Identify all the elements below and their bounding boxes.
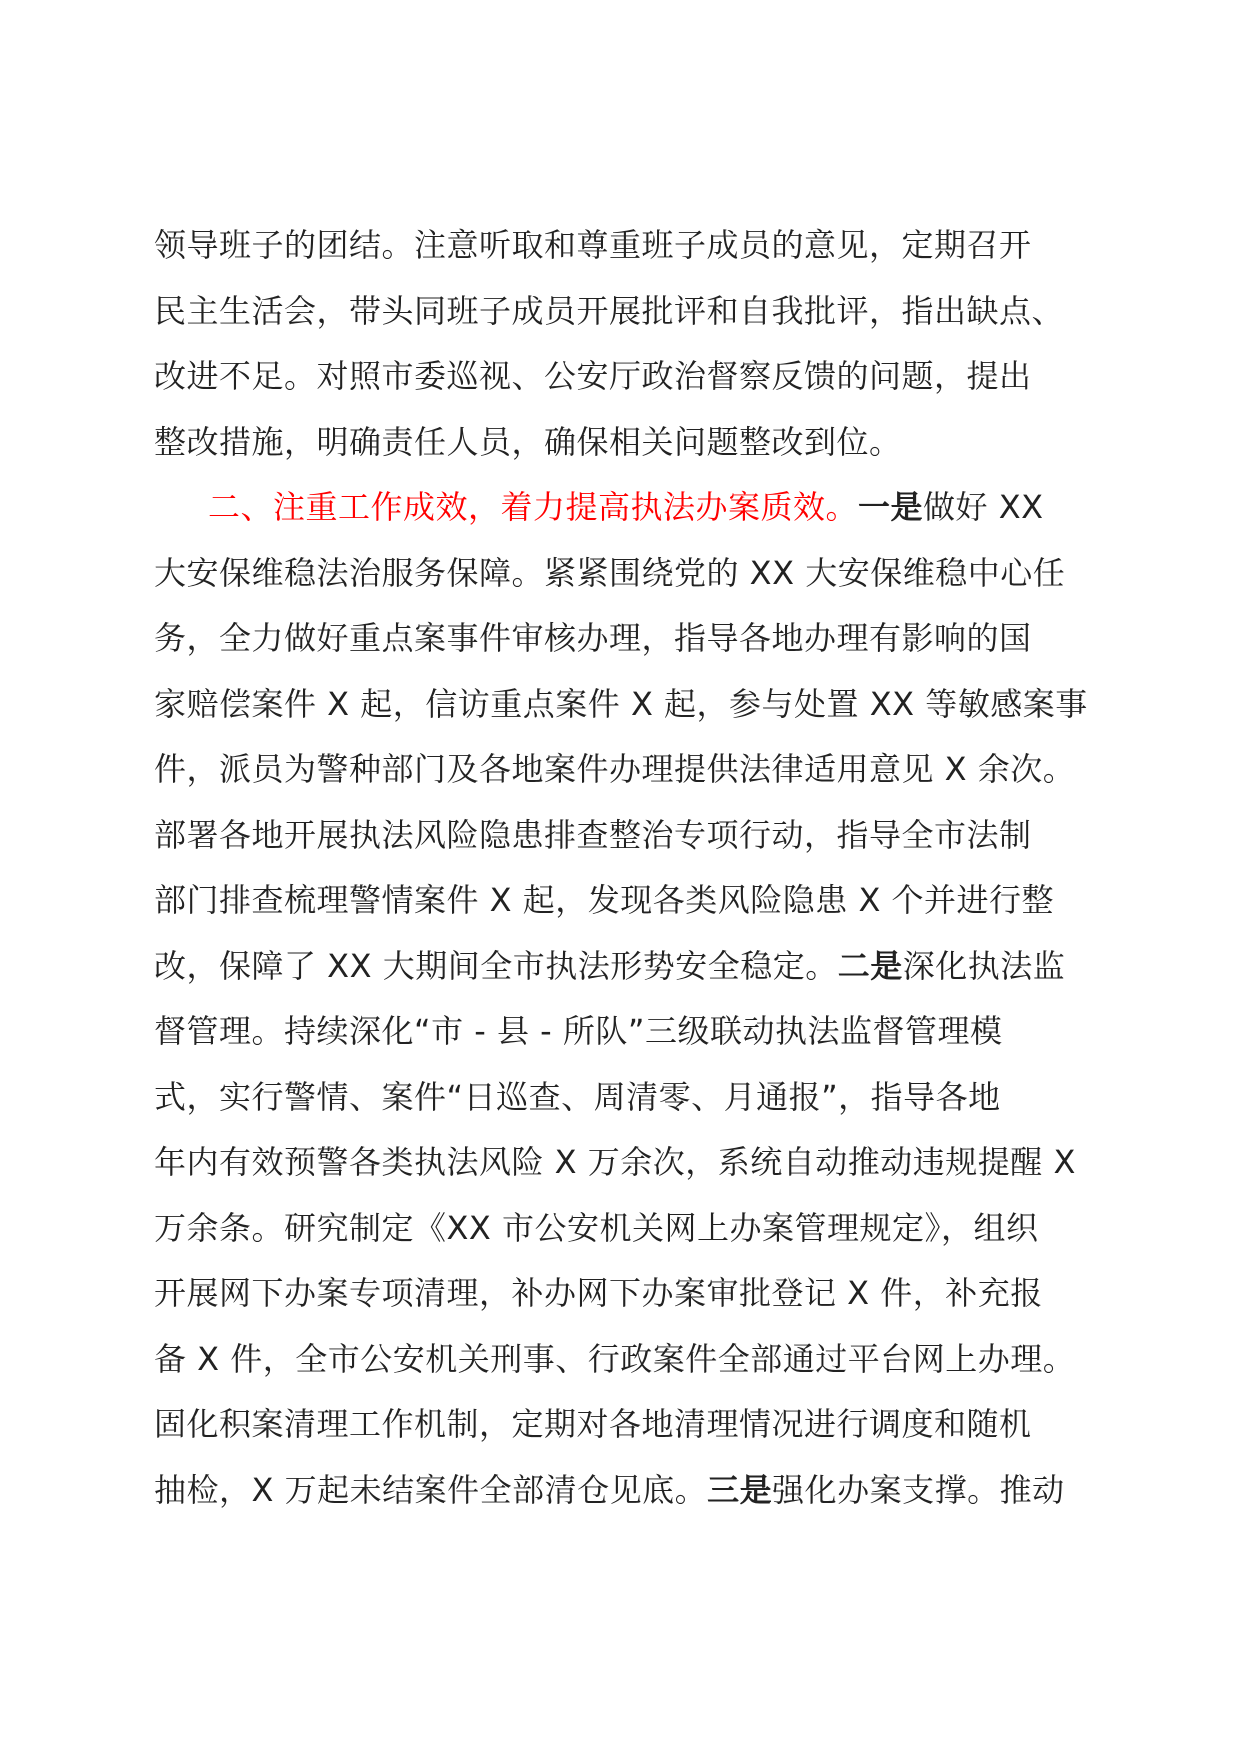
paragraph-2-line-7: 部门排查梳理警情案件 X 起，发现各类风险隐患 X 个并进行整	[154, 881, 1055, 919]
paragraph-2-line-1-tail: 做好 XX	[923, 488, 1044, 526]
paragraph-2-line-10: 式，实行警情、案件“日巡查、周清零、月通报”，指导各地	[154, 1077, 1001, 1116]
item-marker-3: 三是	[707, 1470, 773, 1509]
paragraph-2-line-13: 开展网下办案专项清理，补办网下办案审批登记 X 件，补充报	[154, 1274, 1043, 1312]
paragraph-1-line-2: 民主生活会，带头同班子成员开展批评和自我批评，指出缺点、	[154, 291, 1065, 330]
section-heading: 二、注重工作成效，着力提高执法办案质效。	[208, 488, 859, 526]
paragraph-2-line-9: 督管理。持续深化“市 - 县 - 所队”三级联动执法监督管理模	[154, 1012, 1003, 1050]
paragraph-2-line-5: 件，派员为警种部门及各地案件办理提供法律适用意见 X 余次。	[154, 750, 1076, 788]
item-marker-2: 二是	[837, 946, 903, 985]
paragraph-2-line-8-tail: 深化执法监	[902, 946, 1066, 985]
paragraph-1-line-3: 改进不足。对照市委巡视、公安厅政治督察反馈的问题，提出	[154, 357, 1032, 395]
paragraph-2-line-8	[154, 934, 1094, 1000]
paragraph-2-line-16-tail: 强化办案支撑。推动	[772, 1470, 1065, 1509]
paragraph-2-line-16	[154, 1458, 1094, 1524]
paragraph-1-line-4: 整改措施，明确责任人员，确保相关问题整改到位。	[154, 422, 902, 461]
paragraph-2-line-1	[154, 475, 1094, 541]
paragraph-2-line-8-head: 改，保障了 XX 大期间全市执法形势安全稳定。	[154, 946, 838, 985]
paragraph-2-line-15: 固化积案清理工作机制，定期对各地清理情况进行调度和随机	[154, 1405, 1032, 1443]
document-body	[154, 213, 1094, 1523]
paragraph-2-line-2: 大安保维稳法治服务保障。紧紧围绕党的 XX 大安保维稳中心任	[154, 553, 1066, 592]
item-marker-1: 一是	[858, 488, 924, 526]
paragraph-2-line-11: 年内有效预警各类执法风险 X 万余次，系统自动推动违规提醒 X	[154, 1143, 1076, 1181]
paragraph-2-line-14: 备 X 件，全市公安机关刑事、行政案件全部通过平台网上办理。	[154, 1339, 1076, 1378]
paragraph-2-line-6: 部署各地开展执法风险隐患排查整治专项行动，指导全市法制	[154, 815, 1032, 854]
paragraph-2-line-12: 万余条。研究制定《XX 市公安机关网上办案管理规定》，组织	[154, 1208, 1039, 1247]
paragraph-1-line-1: 领导班子的团结。注意听取和尊重班子成员的意见，定期召开	[154, 226, 1032, 264]
paragraph-2-line-4: 家赔偿案件 X 起，信访重点案件 X 起，参与处置 XX 等敏感案事	[154, 684, 1088, 723]
paragraph-2-line-3: 务，全力做好重点案事件审核办理，指导各地办理有影响的国	[154, 619, 1032, 657]
paragraph-2-line-16-head: 抽检，X 万起未结案件全部清仓见底。	[154, 1470, 708, 1509]
